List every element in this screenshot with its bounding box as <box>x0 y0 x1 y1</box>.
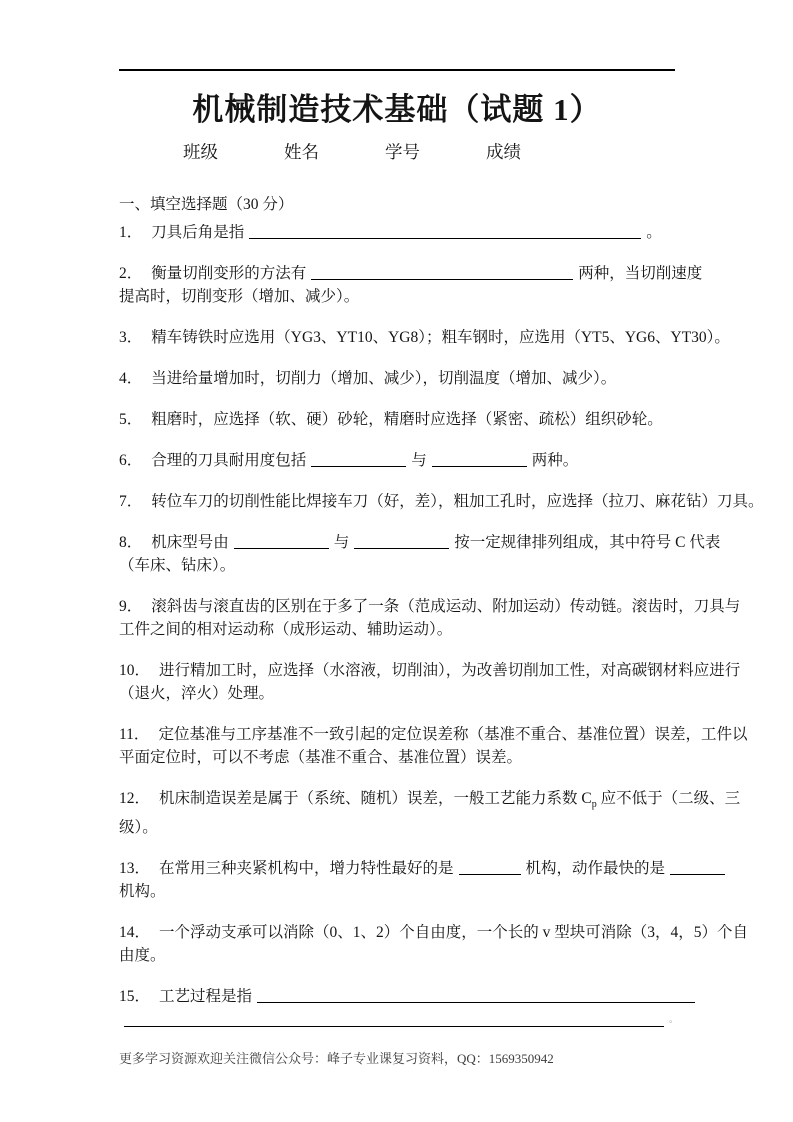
answer-blank <box>124 1011 664 1027</box>
question-line <box>119 787 741 816</box>
question-text: 衡量切削变形的方法有 <box>151 265 307 282</box>
question-text: 机床型号由 <box>151 534 229 551</box>
question-line <box>119 618 675 641</box>
question-text: 机构，动作最快的是 <box>525 860 666 878</box>
question-line <box>119 449 675 472</box>
question-line <box>119 221 675 244</box>
question-text: 进行精加工时，应选择（水溶液，切削油），为改善切削加工性，对高碳钢材料应进行 <box>159 662 741 679</box>
question-line <box>119 880 675 903</box>
question-text: （退火，淬火）处理。 <box>119 685 275 702</box>
field-label-name: 姓名 <box>284 142 319 162</box>
student-info-row <box>119 140 675 164</box>
question-number: 15． <box>119 988 151 1006</box>
question-text: 工件之间的相对运动称（成形运动、辅助运动）。 <box>119 621 453 638</box>
question-line <box>119 816 675 839</box>
period-mark: 。 <box>669 1014 679 1025</box>
question-number: 4． <box>119 370 143 387</box>
question <box>119 490 764 513</box>
question-line <box>119 326 730 349</box>
question-text: 按一定规律排列组成，其中符号 C 代表 <box>454 534 721 551</box>
question-line <box>119 367 675 390</box>
question-text: 平面定位时，可以不考虑（基准不重合、基准位置）误差。 <box>119 749 523 766</box>
question <box>119 262 703 308</box>
question-text: 由度。 <box>119 947 166 965</box>
question-text: 提高时，切削变形（增加、减少）。 <box>119 288 360 305</box>
answer-blank <box>257 987 695 1003</box>
question-text: 机床制造误差是属于（系统、随机）误差，一般工艺能力系数 C <box>159 790 592 807</box>
field-label-class: 班级 <box>183 142 218 162</box>
question <box>119 595 741 641</box>
question-line <box>119 682 675 705</box>
field-label-student-id: 学号 <box>385 142 420 162</box>
subscript-text: p <box>591 799 597 811</box>
answer-blank <box>459 859 521 875</box>
question-text: 级）。 <box>119 819 158 837</box>
field-label-score: 成绩 <box>486 142 521 162</box>
question-line <box>119 746 675 769</box>
answer-blank <box>311 451 406 467</box>
question-text: 一个浮动支承可以消除（0、1、2）个自由度，一个长的 v 型块可消除（3，4，5）个自 <box>159 924 749 942</box>
question-number: 7． <box>119 493 143 510</box>
question-text: 刀具后角是指 <box>151 224 245 241</box>
question <box>119 408 675 431</box>
header-rule <box>119 69 675 71</box>
question-text: 定位基准与工序基准不一致引起的定位误差称（基准不重合、基准位置）误差，工件以 <box>158 726 748 743</box>
question-line <box>119 944 675 967</box>
question-line <box>119 595 741 618</box>
question-text: 两种，当切削速度 <box>578 265 703 282</box>
question-line <box>119 262 703 285</box>
question-text: 。 <box>646 224 662 241</box>
question-line <box>119 1008 679 1032</box>
question-line <box>119 531 721 554</box>
footer-note: 更多学习资源欢迎关注微信公众号：峰子专业课复习资料，QQ：1569350942 <box>119 1051 554 1067</box>
question-text: 工艺过程是指 <box>159 988 253 1006</box>
answer-blank <box>432 451 527 467</box>
question <box>119 449 675 472</box>
question-text: 合理的刀具耐用度包括 <box>151 452 307 469</box>
question-number: 1． <box>119 224 143 241</box>
question-text: 与 <box>333 534 350 551</box>
question <box>119 787 741 839</box>
question <box>119 659 741 705</box>
answer-blank <box>234 533 329 549</box>
question <box>119 326 730 349</box>
answer-blank <box>354 533 449 549</box>
question-number: 9． <box>119 598 143 615</box>
question-text: 精车铸铁时应选用（YG3、YT10、YG8）；粗车钢时，应选用（YT5、YG6、YT30）。 <box>151 329 730 346</box>
question-text: 在常用三种夹紧机构中，增力特性最好的是 <box>159 860 454 878</box>
question-text: （车床、钻床）。 <box>119 557 236 574</box>
question-line <box>119 921 749 944</box>
question-line <box>119 857 675 880</box>
page-content <box>119 0 764 1081</box>
answer-blank <box>249 223 641 239</box>
question-line <box>119 408 675 431</box>
question-line <box>119 659 741 682</box>
question-text: 当进给量增加时，切削力（增加、减少），切削温度（增加、减少）。 <box>151 370 617 387</box>
question-number: 5． <box>119 411 143 428</box>
answer-blank <box>311 264 573 280</box>
answer-blank <box>670 859 725 875</box>
question-line <box>119 490 764 513</box>
question-text: 应不低于（二级、三 <box>596 790 741 807</box>
question-number: 3． <box>119 329 143 346</box>
question-text: 机构。 <box>119 883 166 901</box>
question <box>119 221 675 244</box>
question <box>119 531 721 577</box>
question-text: 两种。 <box>531 452 579 469</box>
page-title: 机械制造技术基础（试题 1） <box>192 92 602 127</box>
question <box>119 367 675 390</box>
question <box>119 985 679 1032</box>
question-text: 滚斜齿与滚直齿的区别在于多了一条（范成运动、附加运动）传动链。滚齿时，刀具与 <box>151 598 741 615</box>
question-line <box>119 554 675 577</box>
question-text: 粗磨时，应选择（软、硬）砂轮，精磨时应选择（紧密、疏松）组织砂轮。 <box>151 411 663 428</box>
question-number: 6． <box>119 452 143 469</box>
question <box>119 723 748 769</box>
section-heading: 一、填空选择题（30 分） <box>119 196 294 213</box>
question-text: 与 <box>411 452 427 469</box>
question <box>119 857 675 903</box>
question-number: 12． <box>119 790 151 807</box>
question <box>119 921 749 967</box>
question-number: 14． <box>119 924 151 942</box>
question-number: 2． <box>119 265 143 282</box>
question-line <box>119 985 675 1008</box>
question-line <box>119 723 748 746</box>
question-number: 13． <box>119 860 151 878</box>
question-text: 转位车刀的切削性能比焊接车刀（好，差），粗加工孔时，应选择（拉刀、麻花钻）刀具。 <box>151 493 764 510</box>
question-number: 8． <box>119 534 143 551</box>
question-line <box>119 285 675 308</box>
question-number: 11． <box>119 726 150 743</box>
question-number: 10． <box>119 662 151 679</box>
questions <box>119 221 764 1032</box>
